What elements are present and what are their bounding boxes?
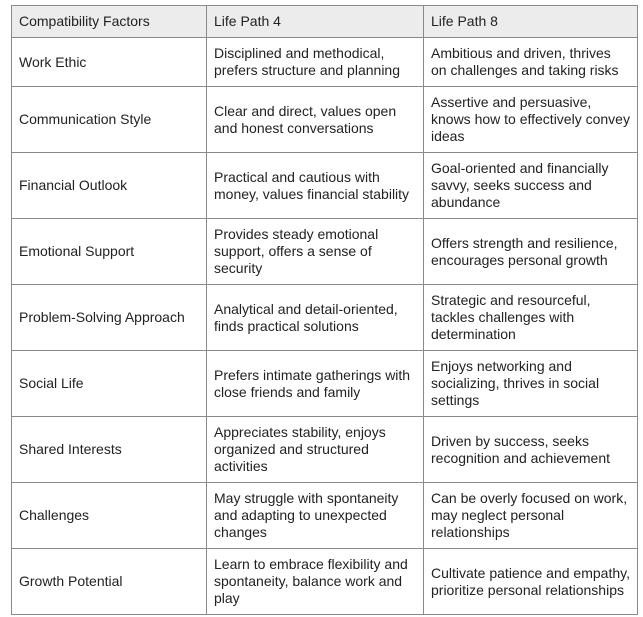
factor-cell: Social Life bbox=[12, 351, 207, 417]
factor-cell: Problem-Solving Approach bbox=[12, 285, 207, 351]
header-cell-factor: Compatibility Factors bbox=[12, 6, 207, 38]
header-row bbox=[12, 6, 638, 38]
life-path-8-cell: Assertive and persuasive, knows how to effectively convey ideas bbox=[424, 87, 638, 153]
table-row bbox=[12, 549, 638, 615]
header-cell-life-path-8: Life Path 8 bbox=[424, 6, 638, 38]
table-row bbox=[12, 87, 638, 153]
factor-cell: Work Ethic bbox=[12, 38, 207, 87]
life-path-8-cell: Goal-oriented and financially savvy, seeks success and abundance bbox=[424, 153, 638, 219]
life-path-4-cell: Analytical and detail-oriented, finds practical solutions bbox=[207, 285, 424, 351]
factor-cell: Communication Style bbox=[12, 87, 207, 153]
header-cell-life-path-4: Life Path 4 bbox=[207, 6, 424, 38]
factor-cell: Emotional Support bbox=[12, 219, 207, 285]
life-path-4-cell: Disciplined and methodical, prefers structure and planning bbox=[207, 38, 424, 87]
life-path-8-cell: Offers strength and resilience, encourages personal growth bbox=[424, 219, 638, 285]
life-path-4-cell: Appreciates stability, enjoys organized and structured activities bbox=[207, 417, 424, 483]
life-path-8-cell: Cultivate patience and empathy, prioritize personal relationships bbox=[424, 549, 638, 615]
life-path-4-cell: Prefers intimate gatherings with close friends and family bbox=[207, 351, 424, 417]
factor-cell: Shared Interests bbox=[12, 417, 207, 483]
life-path-8-cell: Strategic and resourceful, tackles challenges with determination bbox=[424, 285, 638, 351]
table-row bbox=[12, 417, 638, 483]
table-row bbox=[12, 285, 638, 351]
life-path-4-cell: Practical and cautious with money, values financial stability bbox=[207, 153, 424, 219]
life-path-8-cell: Driven by success, seeks recognition and achievement bbox=[424, 417, 638, 483]
compatibility-table bbox=[11, 5, 638, 615]
life-path-8-cell: Enjoys networking and socializing, thrives in social settings bbox=[424, 351, 638, 417]
life-path-4-cell: May struggle with spontaneity and adapting to unexpected changes bbox=[207, 483, 424, 549]
table-row bbox=[12, 38, 638, 87]
table-row bbox=[12, 153, 638, 219]
table-row bbox=[12, 351, 638, 417]
factor-cell: Growth Potential bbox=[12, 549, 207, 615]
factor-cell: Financial Outlook bbox=[12, 153, 207, 219]
life-path-4-cell: Clear and direct, values open and honest conversations bbox=[207, 87, 424, 153]
life-path-4-cell: Provides steady emotional support, offers a sense of security bbox=[207, 219, 424, 285]
factor-cell: Challenges bbox=[12, 483, 207, 549]
table-row bbox=[12, 219, 638, 285]
life-path-4-cell: Learn to embrace flexibility and spontaneity, balance work and play bbox=[207, 549, 424, 615]
table-row bbox=[12, 483, 638, 549]
life-path-8-cell: Can be overly focused on work, may neglect personal relationships bbox=[424, 483, 638, 549]
life-path-8-cell: Ambitious and driven, thrives on challenges and taking risks bbox=[424, 38, 638, 87]
